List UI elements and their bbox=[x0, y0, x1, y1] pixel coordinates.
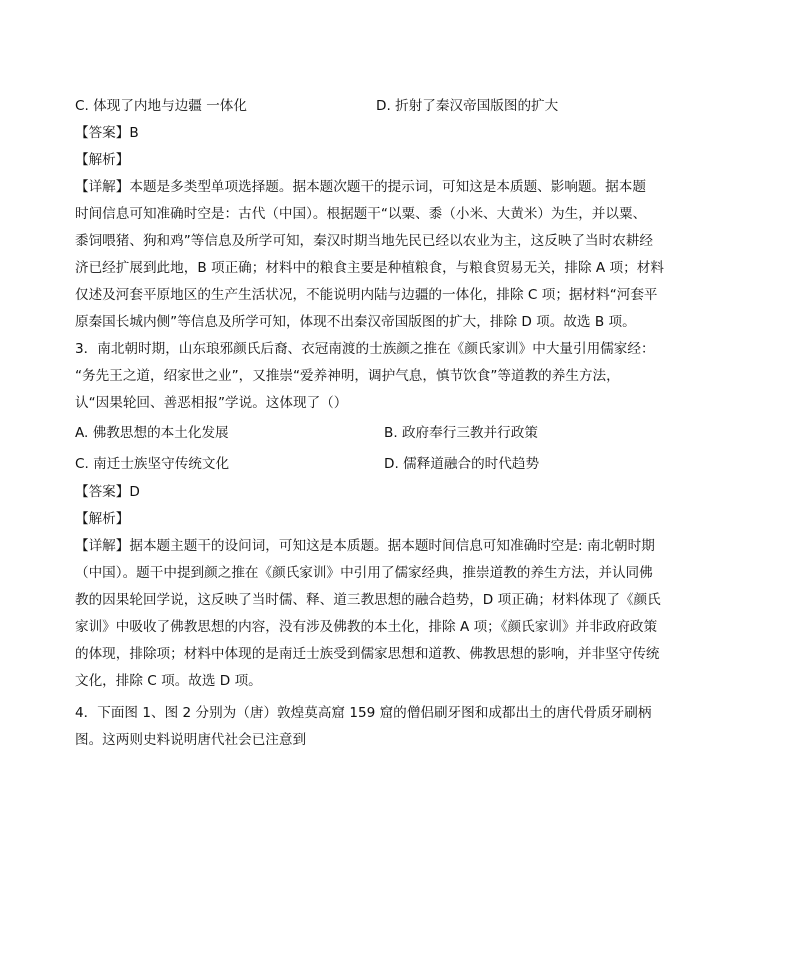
q4-stem-line: 4．下面图 1、图 2 分别为（唐）敦煌莫高窟 159 窟的僧侣刷牙图和成都出土的唐代骨质牙刷柄 bbox=[75, 705, 652, 721]
q3-options-row-1 bbox=[75, 424, 715, 442]
q3-stem-line: “务先王之道，绍家世之业”，又推崇“爱养神明，调护气息，慎节饮食”等道教的养生方法， bbox=[75, 368, 620, 384]
q3-detail-line: 文化，排除 C 项。故选 D 项。 bbox=[75, 673, 262, 689]
q3-option-b[interactable]: B. 政府奉行三教并行政策 bbox=[384, 425, 538, 441]
q4-stem-line: 图。这两则史料说明唐代社会已注意到 bbox=[75, 732, 307, 748]
q3-detail-line: 【详解】据本题主题干的设问词，可知这是本质题。据本题时间信息可知准确时空是: 南北朝时期 bbox=[75, 538, 655, 554]
q3-detail-line: 家训》中吸收了佛教思想的内容，没有涉及佛教的本土化，排除 A 项；《颜氏家训》并非政府政策 bbox=[75, 619, 658, 635]
q2-analysis-label: 【解析】 bbox=[75, 152, 130, 168]
q2-option-c[interactable]: C. 体现了内地与边疆 一体化 bbox=[75, 98, 247, 114]
q3-option-a[interactable]: A. 佛教思想的本土化发展 bbox=[75, 425, 229, 441]
q3-options-row-2 bbox=[75, 455, 715, 473]
q3-stem-line: 认“因果轮回、善恶相报”学说。这体现了（） bbox=[75, 395, 348, 411]
q3-detail-line: 的体现，排除项；材料中体现的是南迁士族受到儒家思想和道教、佛教思想的影响，并非坚守传统 bbox=[75, 646, 660, 662]
q3-stem-line: 3．南北朝时期，山东琅邪颜氏后裔、衣冠南渡的士族颜之推在《颜氏家训》中大量引用儒家经： bbox=[75, 341, 655, 357]
q2-detail-line: 【详解】本题是多类型单项选择题。据本题次题干的提示词，可知这是本质题、影响题。据本题 bbox=[75, 179, 646, 195]
q3-detail-line: 教的因果轮回学说，这反映了当时儒、释、道三教思想的融合趋势，D 项正确；材料体现了《颜氏 bbox=[75, 592, 661, 608]
q2-detail-line: 济已经扩展到此地，B 项正确；材料中的粮食主要是种植粮食，与粮食贸易无关，排除 A 项；材料 bbox=[75, 260, 664, 276]
q2-detail-line: 原秦国长城内侧”等信息及所学可知，体现不出秦汉帝国版图的扩大，排除 D 项。故选 B 项。 bbox=[75, 314, 636, 330]
q2-detail-line: 时间信息可知准确时空是：古代（中国）。根据题干“以粟、黍（小米、大黄米）为生，并以粟、 bbox=[75, 206, 647, 222]
q3-detail-line: （中国）。题干中提到颜之推在《颜氏家训》中引用了儒家经典，推崇道教的养生方法，并认同佛 bbox=[75, 565, 653, 581]
q3-option-d[interactable]: D. 儒释道融合的时代趋势 bbox=[384, 456, 540, 472]
q2-options-row bbox=[75, 97, 715, 115]
q2-detail-line: 黍饲喂猪、狗和鸡”等信息及所学可知，秦汉时期当地先民已经以农业为主，这反映了当时农耕经 bbox=[75, 233, 653, 249]
q2-answer: 【答案】B bbox=[75, 125, 139, 141]
q3-analysis-label: 【解析】 bbox=[75, 511, 130, 527]
q2-option-d[interactable]: D. 折射了秦汉帝国版图的扩大 bbox=[376, 98, 559, 114]
q3-answer: 【答案】D bbox=[75, 484, 140, 500]
q2-detail-line: 仅述及河套平原地区的生产生活状况，不能说明内陆与边疆的一体化，排除 C 项；据材料“河套平 bbox=[75, 287, 658, 303]
q3-option-c[interactable]: C. 南迁士族坚守传统文化 bbox=[75, 456, 230, 472]
